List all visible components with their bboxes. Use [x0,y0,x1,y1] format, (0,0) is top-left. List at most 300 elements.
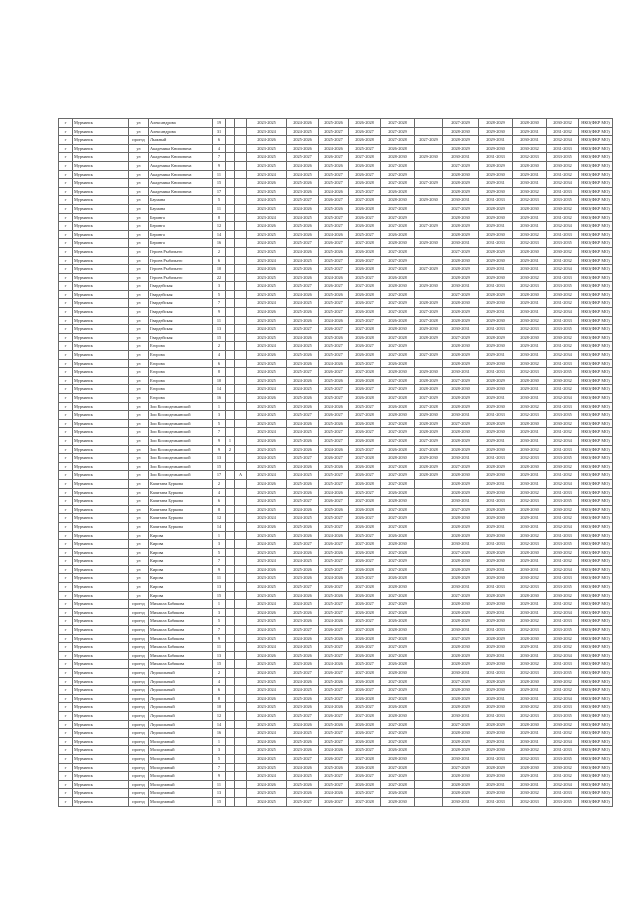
cell-year-3: 2025-2026 [319,290,349,299]
cell-settlement: Мурманск [73,669,129,678]
cell-year-3: 2024-2026 [319,402,349,411]
cell-house: 7 [213,626,226,635]
cell-year-9: 2028-2030 [513,720,547,729]
cell-year-10: 2031-2032 [547,643,579,652]
cell-street-type: проезд [129,703,149,712]
cell-building [226,394,235,403]
cell-street: Академика Книповича [149,179,213,188]
cell-settlement: Мурманск [73,746,129,755]
cell-fund: НКО(ФКР МО) [579,119,613,128]
cell-year-8: 2031-2033 [479,454,513,463]
cell-building [226,325,235,334]
cell-street: Михаила Бабикова [149,600,213,609]
cell-year-6 [415,772,443,781]
cell-year-6 [415,161,443,170]
cell-settlement-type: г [59,282,73,291]
cell-year-3: 2025-2026 [319,161,349,170]
cell-year-1: 2023-2025 [247,230,287,239]
cell-year-3: 2025-2026 [319,247,349,256]
cell-year-2: 2023-2026 [287,531,319,540]
cell-settlement: Мурманск [73,522,129,531]
cell-year-10: 2030-2032 [547,419,579,428]
cell-street-type: ул [129,170,149,179]
cell-year-5: 2027-2028 [381,308,415,317]
cell-settlement-type: г [59,342,73,351]
cell-letter [235,557,247,566]
table-row [59,548,613,557]
cell-fund: НКО(ФКР МО) [579,153,613,162]
cell-letter [235,161,247,170]
cell-year-2: 2025-2027 [287,583,319,592]
cell-year-1: 2024-2025 [247,797,287,806]
cell-letter [235,669,247,678]
table-row [59,711,613,720]
cell-letter [235,729,247,738]
cell-street-type: ул [129,316,149,325]
cell-year-5: 2028-2030 [381,797,415,806]
cell-year-8: 2031-2033 [479,239,513,248]
cell-settlement-type: г [59,531,73,540]
cell-street-type: ул [129,436,149,445]
cell-building [226,505,235,514]
cell-letter [235,660,247,669]
table-row [59,660,613,669]
cell-house: 8 [213,505,226,514]
cell-settlement: Мурманск [73,376,129,385]
cell-year-9: 2030-2031 [513,136,547,145]
cell-year-5: 2027-2028 [381,565,415,574]
cell-year-10: 2030-2032 [547,290,579,299]
cell-letter [235,230,247,239]
cell-year-9: 2028-2030 [513,677,547,686]
cell-year-4: 2027-2028 [349,282,381,291]
cell-year-8: 2029-2030 [479,342,513,351]
cell-building [226,119,235,128]
cell-year-7: 2030-2031 [443,754,479,763]
cell-year-3: 2026-2027 [319,797,349,806]
table-row [59,342,613,351]
cell-settlement: Мурманск [73,574,129,583]
cell-year-10: 2031-2032 [547,213,579,222]
cell-year-4: 2027-2028 [349,497,381,506]
cell-house: 5 [213,754,226,763]
cell-house: 7 [213,299,226,308]
cell-year-10: 2032-2034 [547,351,579,360]
cell-building [226,488,235,497]
cell-year-1: 2024-2026 [247,651,287,660]
cell-year-5: 2027-2029 [381,643,415,652]
cell-letter [235,462,247,471]
cell-street-type: ул [129,247,149,256]
cell-year-6 [415,600,443,609]
cell-street-type: ул [129,376,149,385]
cell-year-8: 2029-2031 [479,308,513,317]
table-row [59,780,613,789]
cell-letter [235,634,247,643]
cell-year-2: 2025-2026 [287,222,319,231]
cell-year-4: 2025-2027 [349,230,381,239]
cell-year-7: 2027-2029 [443,591,479,600]
cell-street: Егорова [149,394,213,403]
cell-year-3: 2025-2026 [319,419,349,428]
cell-year-4: 2025-2027 [349,144,381,153]
cell-settlement-type: г [59,136,73,145]
cell-year-3: 2025-2027 [319,170,349,179]
cell-year-7: 2028-2030 [443,299,479,308]
cell-year-10: 2030-2032 [547,505,579,514]
cell-year-6: 2027-2029 [415,308,443,317]
cell-fund: НКО(ФКР МО) [579,780,613,789]
cell-fund: НКО(ФКР МО) [579,669,613,678]
cell-year-3: 2024-2026 [319,574,349,583]
cell-building [226,359,235,368]
cell-settlement-type: г [59,669,73,678]
cell-year-5: 2026-2028 [381,488,415,497]
cell-year-9: 2032-2033 [513,626,547,635]
cell-year-3: 2024-2026 [319,359,349,368]
cell-building [226,273,235,282]
cell-year-4: 2026-2028 [349,565,381,574]
cell-fund: НКО(ФКР МО) [579,574,613,583]
cell-year-9: 2032-2033 [513,540,547,549]
cell-year-8: 2031-2033 [479,583,513,592]
cell-year-4: 2025-2027 [349,617,381,626]
cell-year-7: 2030-2031 [443,540,479,549]
cell-house: 3 [213,608,226,617]
cell-letter [235,351,247,360]
cell-house: 4 [213,351,226,360]
cell-street: Кирова [149,557,213,566]
cell-settlement-type: г [59,428,73,437]
cell-year-4: 2025-2027 [349,746,381,755]
cell-street: Михаила Бабикова [149,651,213,660]
cell-settlement-type: г [59,170,73,179]
cell-year-6: 2027-2029 [415,179,443,188]
cell-year-3: 2025-2026 [319,720,349,729]
cell-house: 5 [213,548,226,557]
cell-street: Егорова [149,342,213,351]
cell-fund: НКО(ФКР МО) [579,711,613,720]
cell-fund: НКО(ФКР МО) [579,299,613,308]
cell-year-7: 2028-2029 [443,394,479,403]
cell-year-9: 2030-2031 [513,522,547,531]
cell-year-5: 2027-2028 [381,419,415,428]
cell-letter [235,608,247,617]
cell-settlement: Мурманск [73,660,129,669]
cell-building [226,772,235,781]
cell-year-6: 2027-2029 [415,222,443,231]
cell-year-7: 2030-2031 [443,454,479,463]
cell-year-5: 2027-2028 [381,247,415,256]
cell-year-8: 2031-2033 [479,282,513,291]
cell-building [226,213,235,222]
cell-year-8: 2031-2033 [479,153,513,162]
cell-year-10: 2031-2032 [547,127,579,136]
table-row [59,720,613,729]
cell-year-5: 2027-2028 [381,351,415,360]
cell-year-2: 2023-2026 [287,574,319,583]
cell-year-10: 2030-2032 [547,247,579,256]
cell-year-9: 2029-2031 [513,643,547,652]
cell-settlement-type: г [59,247,73,256]
cell-year-8: 2029-2030 [479,789,513,798]
cell-street-type: ул [129,385,149,394]
cell-letter [235,359,247,368]
cell-year-9: 2032-2033 [513,583,547,592]
cell-street-type: проезд [129,729,149,738]
cell-year-1: 2024-2026 [247,737,287,746]
cell-year-9: 2029-2031 [513,772,547,781]
cell-settlement: Мурманск [73,119,129,128]
cell-settlement: Мурманск [73,394,129,403]
cell-year-5: 2027-2028 [381,136,415,145]
cell-year-2: 2025-2027 [287,711,319,720]
cell-year-7: 2027-2029 [443,333,479,342]
cell-year-7: 2028-2029 [443,179,479,188]
cell-building [226,583,235,592]
cell-year-5: 2027-2028 [381,780,415,789]
cell-year-6 [415,677,443,686]
table-row [59,565,613,574]
cell-year-7: 2027-2029 [443,763,479,772]
cell-year-10: 2031-2032 [547,385,579,394]
cell-settlement: Мурманск [73,686,129,695]
cell-settlement-type: г [59,505,73,514]
cell-fund: НКО(ФКР МО) [579,746,613,755]
cell-fund: НКО(ФКР МО) [579,763,613,772]
cell-settlement-type: г [59,127,73,136]
cell-house: 1 [213,402,226,411]
cell-year-7: 2030-2031 [443,153,479,162]
cell-year-6 [415,170,443,179]
cell-year-2: 2025-2027 [287,196,319,205]
table-row [59,428,613,437]
cell-fund: НКО(ФКР МО) [579,660,613,669]
cell-street: Михаила Бабикова [149,634,213,643]
table-row [59,729,613,738]
cell-building [226,247,235,256]
cell-year-3: 2026-2027 [319,540,349,549]
cell-year-9: 2030-2031 [513,651,547,660]
cell-year-7: 2027-2029 [443,247,479,256]
cell-house: 14 [213,230,226,239]
cell-house: 10 [213,376,226,385]
cell-year-7: 2027-2029 [443,204,479,213]
cell-street: Капитана Буркова [149,522,213,531]
cell-year-9: 2030-2032 [513,230,547,239]
cell-settlement-type: г [59,376,73,385]
cell-year-3: 2026-2027 [319,282,349,291]
cell-year-1: 2023-2025 [247,359,287,368]
cell-year-4: 2026-2028 [349,290,381,299]
cell-settlement: Мурманск [73,497,129,506]
cell-year-1: 2024-2026 [247,136,287,145]
cell-year-3: 2025-2026 [319,119,349,128]
cell-year-3: 2024-2026 [319,488,349,497]
cell-fund: НКО(ФКР МО) [579,342,613,351]
cell-year-8: 2031-2033 [479,325,513,334]
cell-settlement-type: г [59,394,73,403]
cell-year-10: 2033-2035 [547,711,579,720]
cell-year-6 [415,548,443,557]
cell-year-8: 2031-2033 [479,368,513,377]
cell-year-2: 2025-2026 [287,479,319,488]
cell-year-9: 2030-2031 [513,565,547,574]
cell-building [226,626,235,635]
cell-letter [235,136,247,145]
cell-year-8: 2028-2029 [479,763,513,772]
cell-year-1: 2023-2025 [247,548,287,557]
cell-letter [235,394,247,403]
cell-settlement: Мурманск [73,479,129,488]
cell-year-10: 2031-2033 [547,273,579,282]
cell-year-5: 2028-2030 [381,368,415,377]
cell-street: Зои Космодемьянской [149,445,213,454]
cell-settlement-type: г [59,591,73,600]
cell-year-5: 2026-2028 [381,574,415,583]
cell-year-2: 2023-2026 [287,187,319,196]
cell-year-4: 2026-2028 [349,651,381,660]
cell-year-9: 2030-2032 [513,402,547,411]
cell-year-10: 2031-2033 [547,402,579,411]
cell-street: Академика Книповича [149,187,213,196]
cell-year-5: 2027-2029 [381,514,415,523]
cell-street-type: ул [129,127,149,136]
cell-fund: НКО(ФКР МО) [579,411,613,420]
cell-year-2: 2023-2026 [287,402,319,411]
cell-year-4: 2026-2027 [349,127,381,136]
cell-year-3: 2026-2027 [319,497,349,506]
cell-fund: НКО(ФКР МО) [579,789,613,798]
cell-house: 1 [213,737,226,746]
cell-settlement: Мурманск [73,720,129,729]
cell-year-4: 2026-2028 [349,179,381,188]
cell-letter [235,643,247,652]
cell-house: 7 [213,428,226,437]
cell-year-2: 2024-2025 [287,600,319,609]
cell-year-6 [415,273,443,282]
cell-year-9: 2028-2030 [513,161,547,170]
cell-fund: НКО(ФКР МО) [579,540,613,549]
cell-year-10: 2032-2034 [547,179,579,188]
cell-year-6: 2028-2029 [415,471,443,480]
cell-street-type: ул [129,290,149,299]
cell-year-3: 2025-2026 [319,548,349,557]
table-row [59,290,613,299]
cell-house: 16 [213,729,226,738]
cell-settlement-type: г [59,179,73,188]
cell-year-6 [415,342,443,351]
table-row [59,179,613,188]
cell-street-type: ул [129,591,149,600]
cell-building [226,746,235,755]
cell-year-7: 2030-2031 [443,282,479,291]
cell-settlement: Мурманск [73,626,129,635]
cell-year-1: 2023-2025 [247,204,287,213]
cell-year-5: 2028-2030 [381,497,415,506]
cell-year-9: 2029-2031 [513,127,547,136]
cell-year-4: 2026-2028 [349,136,381,145]
cell-settlement-type: г [59,754,73,763]
cell-year-7: 2030-2031 [443,497,479,506]
cell-year-2: 2024-2025 [287,772,319,781]
cell-year-6: 2027-2028 [415,402,443,411]
cell-year-10: 2032-2034 [547,394,579,403]
cell-building [226,411,235,420]
cell-year-5: 2028-2030 [381,325,415,334]
table-row [59,772,613,781]
cell-year-10: 2033-2035 [547,282,579,291]
cell-year-7: 2028-2029 [443,780,479,789]
cell-year-8: 2028-2029 [479,677,513,686]
cell-year-6 [415,127,443,136]
cell-fund: НКО(ФКР МО) [579,179,613,188]
cell-street: Баумана [149,196,213,205]
cell-fund: НКО(ФКР МО) [579,694,613,703]
cell-fund: НКО(ФКР МО) [579,127,613,136]
cell-year-4: 2026-2027 [349,299,381,308]
cell-year-6 [415,591,443,600]
cell-year-6 [415,583,443,592]
cell-settlement: Мурманск [73,247,129,256]
cell-year-1: 2024-2025 [247,239,287,248]
cell-settlement: Мурманск [73,351,129,360]
cell-street: Егорова [149,351,213,360]
cell-year-7: 2028-2029 [443,316,479,325]
cell-year-1: 2023-2025 [247,290,287,299]
cell-year-9: 2032-2033 [513,669,547,678]
cell-year-5: 2028-2030 [381,282,415,291]
cell-year-1: 2023-2025 [247,677,287,686]
cell-year-2: 2023-2026 [287,488,319,497]
cell-year-3: 2026-2027 [319,626,349,635]
table-row [59,419,613,428]
cell-year-9: 2032-2033 [513,411,547,420]
cell-year-8: 2028-2029 [479,204,513,213]
cell-year-10: 2033-2035 [547,325,579,334]
cell-fund: НКО(ФКР МО) [579,677,613,686]
cell-year-9: 2029-2031 [513,385,547,394]
cell-year-4: 2027-2028 [349,196,381,205]
cell-letter [235,677,247,686]
cell-street: Егорова [149,385,213,394]
cell-year-4: 2026-2028 [349,204,381,213]
cell-street-type: ул [129,445,149,454]
cell-letter [235,548,247,557]
cell-year-7: 2027-2029 [443,505,479,514]
cell-settlement: Мурманск [73,411,129,420]
cell-year-9: 2030-2031 [513,737,547,746]
table-row [59,626,613,635]
cell-year-10: 2031-2033 [547,187,579,196]
cell-settlement: Мурманск [73,445,129,454]
table-row [59,333,613,342]
cell-building [226,419,235,428]
cell-street: Молодежный [149,754,213,763]
cell-year-10: 2033-2035 [547,368,579,377]
cell-house: 14 [213,385,226,394]
cell-settlement-type: г [59,256,73,265]
cell-year-2: 2024-2026 [287,247,319,256]
cell-settlement: Мурманск [73,402,129,411]
cell-year-10: 2031-2032 [547,686,579,695]
cell-street-type: ул [129,299,149,308]
cell-street: Зои Космодемьянской [149,462,213,471]
cell-year-3: 2025-2026 [319,505,349,514]
cell-street-type: ул [129,488,149,497]
cell-street-type: ул [129,187,149,196]
cell-year-8: 2029-2030 [479,144,513,153]
